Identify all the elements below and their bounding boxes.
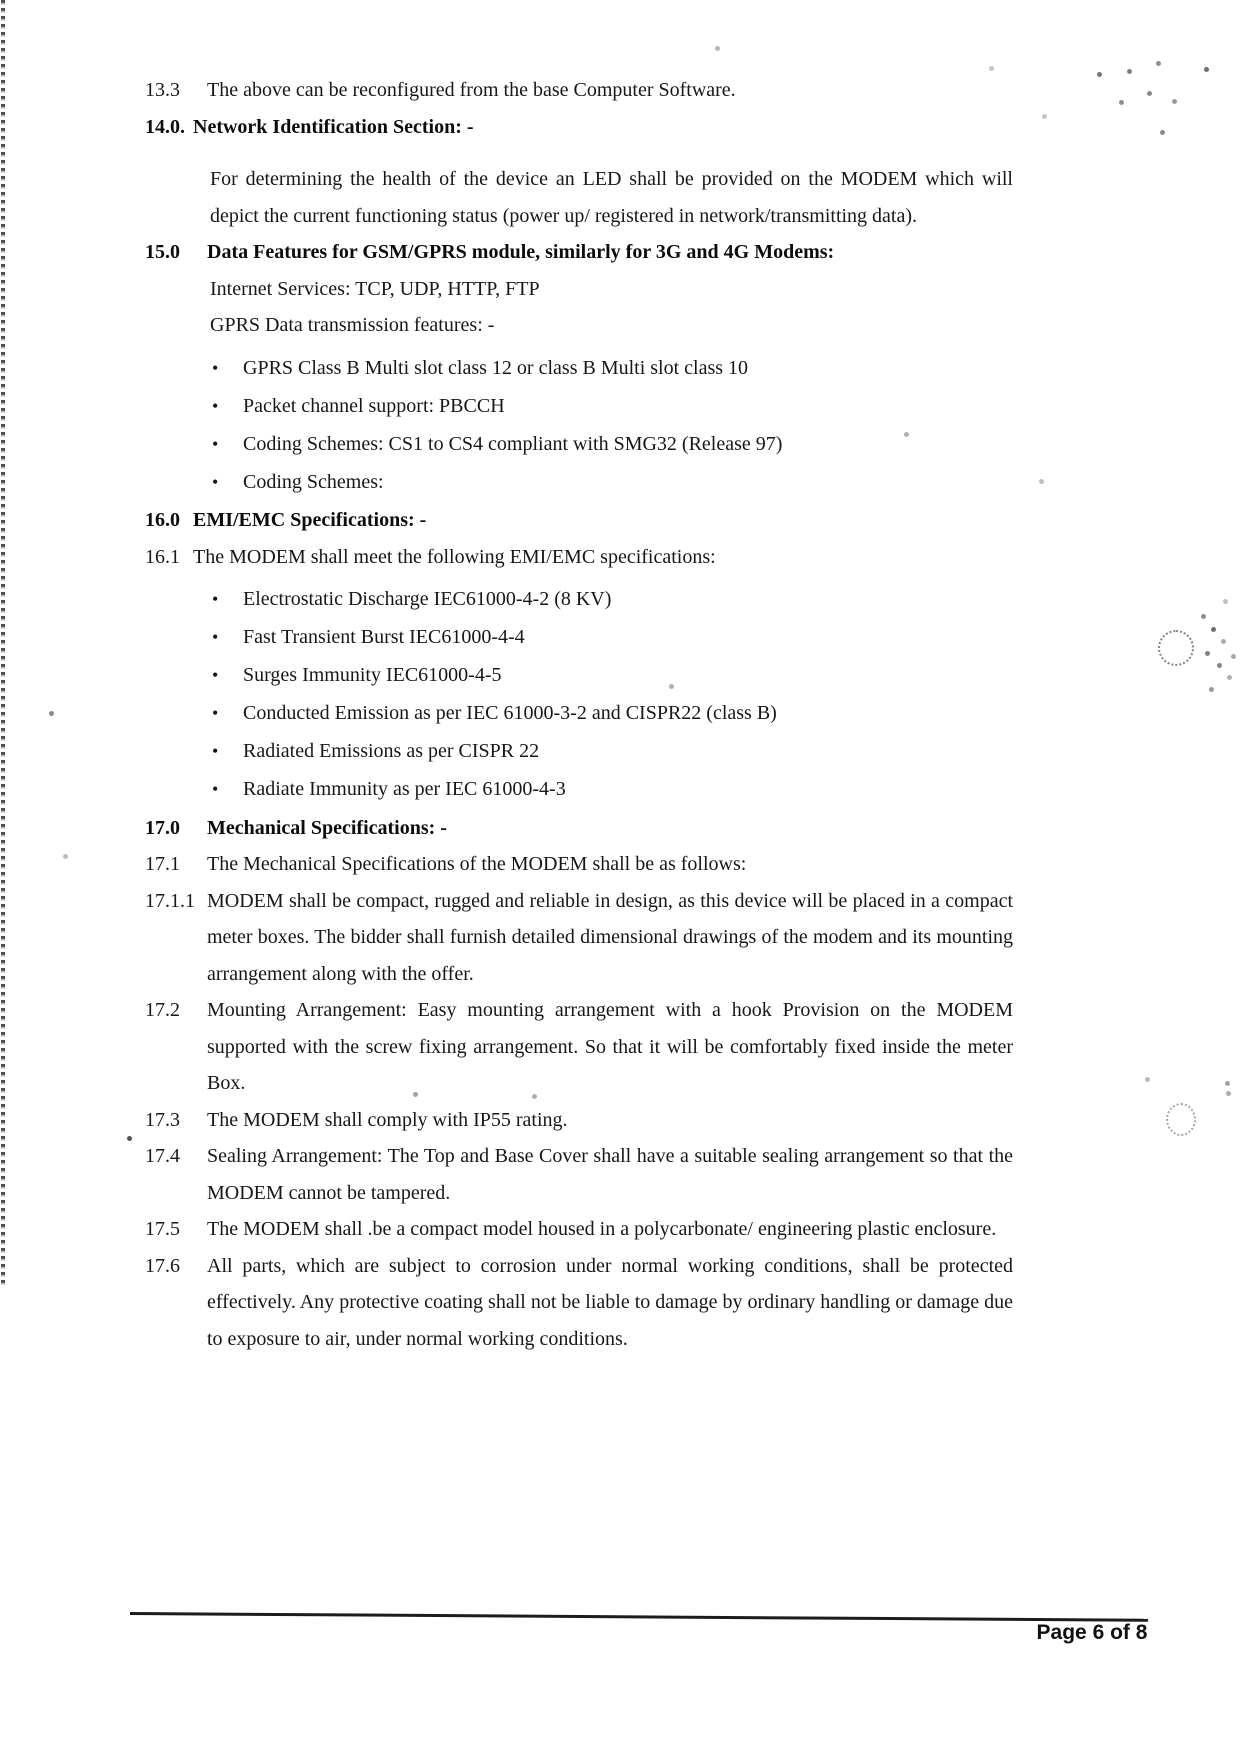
bullet-icon: • <box>212 779 219 799</box>
clause-17-2 <box>145 992 1013 1102</box>
clause-text: Mounting Arrangement: Easy mounting arrangement with a hook Provision on the MODEM supported with the screw fixing arrangement. So that it will be comfortably fixed inside the meter Box. <box>207 999 1013 1094</box>
clause-17-3 <box>145 1102 1013 1139</box>
clause-17-6 <box>145 1248 1013 1358</box>
bullet-icon: • <box>212 627 219 647</box>
clause-number: 16.1 <box>145 545 180 568</box>
subline-gprs-features: GPRS Data transmission features: - <box>210 314 495 336</box>
clause-16-1 <box>145 539 1013 576</box>
list-item <box>210 388 1013 425</box>
list-item <box>210 426 1013 463</box>
bullet-icon: • <box>212 357 219 378</box>
list-item <box>210 581 1013 618</box>
section-heading-17 <box>145 810 1013 847</box>
bullet-icon: • <box>212 471 219 492</box>
clause-text: The MODEM shall meet the following EMI/EMC specifications: <box>193 545 716 568</box>
list-item-text: GPRS Class B Multi slot class 12 or class B Multi slot class 10 <box>243 356 749 379</box>
list-item-text: Radiate Immunity as per IEC 61000-4-3 <box>243 778 566 800</box>
section-title: EMI/EMC Specifications: - <box>193 509 427 531</box>
section-number: 15.0 <box>145 241 180 263</box>
list-item <box>210 619 1013 656</box>
list-item-text: Radiated Emissions as per CISPR 22 <box>243 740 540 762</box>
list-item-text: Conducted Emission as per IEC 61000-3-2 and CISPR22 (class B) <box>243 702 777 724</box>
page-number-label: Page 6 of 8 <box>1036 1621 1148 1644</box>
subline-internet-services: Internet Services: TCP, UDP, HTTP, FTP <box>210 277 540 300</box>
clause-13-3 <box>145 72 1013 109</box>
clause-17-4 <box>145 1138 1013 1211</box>
clause-number: 17.5 <box>145 1218 180 1240</box>
scan-edge-artifact <box>1 0 5 1285</box>
list-item-text: Electrostatic Discharge IEC61000-4-2 (8 KV) <box>243 588 612 610</box>
clause-number: 17.4 <box>145 1145 180 1167</box>
list-item <box>210 695 1013 732</box>
bullet-icon: • <box>212 741 219 761</box>
list-item <box>210 733 1013 770</box>
section-number: 16.0 <box>145 509 180 531</box>
section-heading-14 <box>145 109 1013 146</box>
bullet-icon: • <box>212 703 219 723</box>
section-title: Mechanical Specifications: - <box>207 816 447 839</box>
paragraph-14: For determining the health of the device an LED shall be provided on the MODEM which will depict the current functioning status (power up/ registered in network/transmitting data). <box>210 168 1013 227</box>
list-item <box>210 771 1013 808</box>
scan-smudge-circle-artifact <box>1158 630 1194 666</box>
clause-number: 17.2 <box>145 999 180 1021</box>
clause-text: Sealing Arrangement: The Top and Base Cover shall have a suitable sealing arrangement so that the MODEM cannot be tampered. <box>207 1145 1013 1204</box>
clause-17-1-1 <box>145 883 1013 993</box>
clause-17-5 <box>145 1211 1013 1248</box>
section-number: 17.0 <box>145 816 180 839</box>
clause-text: The MODEM shall comply with IP55 rating. <box>207 1108 568 1131</box>
bullet-list-15 <box>210 350 1013 501</box>
section-heading-15 <box>145 234 1013 271</box>
list-item-text: Coding Schemes: CS1 to CS4 compliant with SMG32 (Release 97) <box>243 432 783 455</box>
clause-text: The Mechanical Specifications of the MODEM shall be as follows: <box>207 853 747 875</box>
bullet-icon: • <box>212 395 219 416</box>
list-item <box>210 350 1013 387</box>
document-body <box>145 72 1013 1357</box>
clause-text: The above can be reconfigured from the base Computer Software. <box>207 79 736 101</box>
clause-number: 13.3 <box>145 79 180 101</box>
bullet-icon: • <box>212 665 219 685</box>
clause-number: 17.6 <box>145 1254 180 1277</box>
list-item-text: Fast Transient Burst IEC61000-4-4 <box>243 626 525 648</box>
footer-divider <box>130 1612 1148 1622</box>
scan-speckle-artifact <box>0 0 3 3</box>
list-item <box>210 464 1013 501</box>
bullet-icon: • <box>212 589 219 609</box>
list-item-text: Coding Schemes: <box>243 470 384 493</box>
section-title: Data Features for GSM/GPRS module, similarly for 3G and 4G Modems: <box>207 241 835 263</box>
clause-text: All parts, which are subject to corrosion under normal working conditions, shall be protected effectively. Any protective coating shall not be liable to damage by ordinary handling or damage due to exposure to air, under normal working conditions. <box>207 1254 1013 1350</box>
clause-text: The MODEM shall .be a compact model housed in a polycarbonate/ engineering plastic enclosure. <box>207 1218 997 1240</box>
list-item-text: Packet channel support: PBCCH <box>243 394 505 417</box>
clause-number: 17.3 <box>145 1108 180 1131</box>
section-title: Network Identification Section: - <box>193 115 474 138</box>
list-item-text: Surges Immunity IEC61000-4-5 <box>243 664 502 686</box>
clause-number: 17.1.1 <box>145 889 195 912</box>
clause-text: MODEM shall be compact, rugged and reliable in design, as this device will be placed in a compact meter boxes. The bidder shall furnish detailed dimensional drawings of the modem and its mounting arrangement along with the offer. <box>207 889 1013 985</box>
section-number: 14.0. <box>145 115 185 138</box>
clause-17-1 <box>145 846 1013 883</box>
clause-number: 17.1 <box>145 853 180 875</box>
bullet-list-16 <box>210 581 1013 808</box>
scan-smudge-circle-artifact <box>1166 1103 1196 1136</box>
bullet-icon: • <box>212 433 219 454</box>
list-item <box>210 657 1013 694</box>
section-heading-16 <box>145 502 1013 539</box>
